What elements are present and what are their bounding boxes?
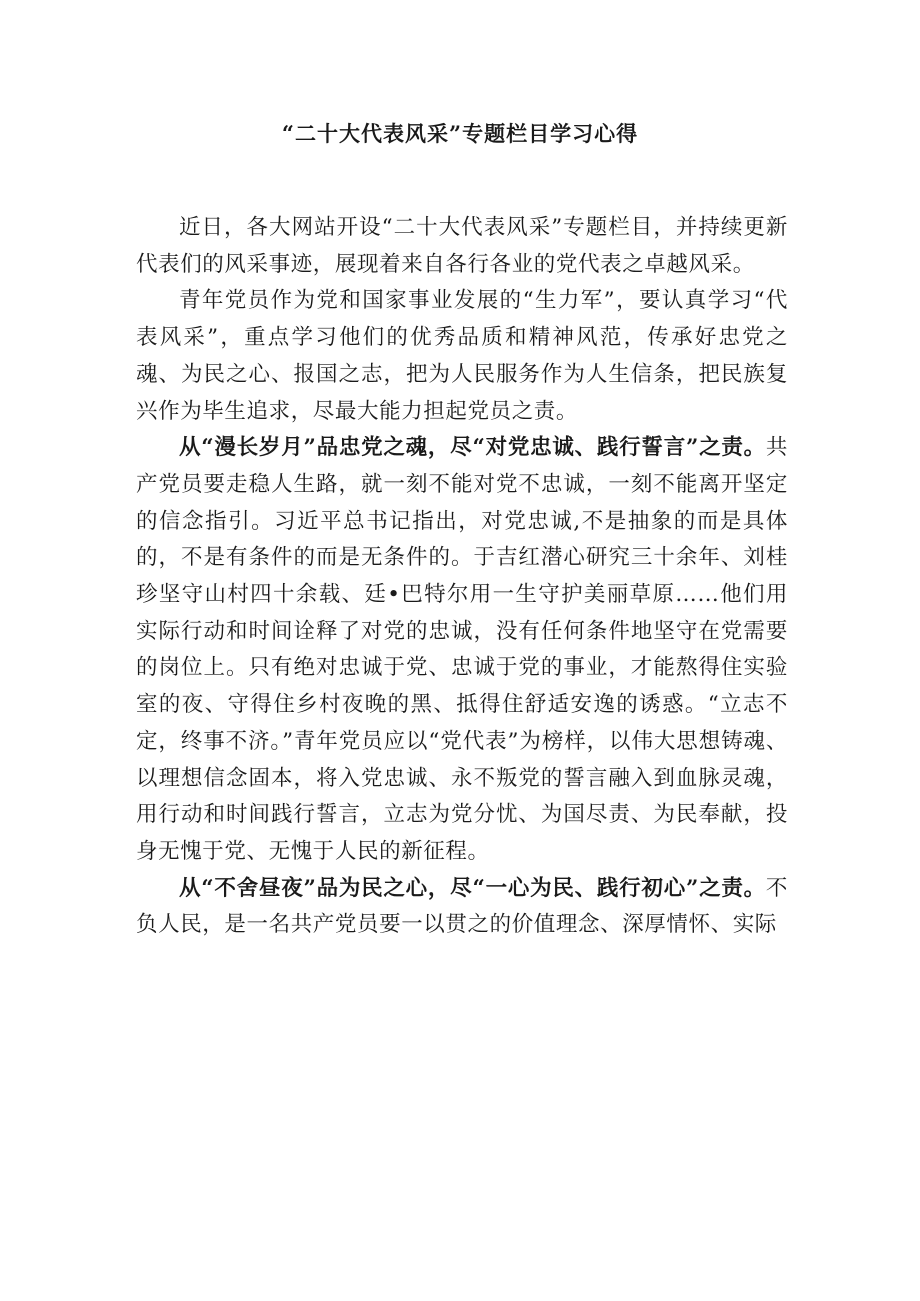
paragraph-3-lead: 从“漫长岁月”品忠党之魂，尽“对党忠诚、践行誓言”之责。 <box>179 435 766 461</box>
paragraph-2-text: 青年党员作为党和国家事业发展的“生力军”，要认真学习“代表风采”，重点学习他们的优秀品质和精神风范，传承好忠党之魂、为民之心、报国之志，把为人民服务作为人生信条，把民族复兴作为毕生追求，尽最大能力担起党员之责。 <box>136 288 788 424</box>
document-title: “二十大代表风采”专题栏目学习心得 <box>281 121 639 146</box>
paragraph-4-text: 不负人民，是一名共产党员要一以贯之的价值理念、深厚情怀、实际 <box>136 875 788 938</box>
paragraph-4-lead: 从“不舍昼夜”品为民之心，尽“一心为民、践行初心”之责。 <box>179 875 766 901</box>
paragraph-1-text: 近日，各大网站开设“二十大代表风采”专题栏目，并持续更新代表们的风采事迹，展现着来自各行各业的党代表之卓越风采。 <box>136 215 788 277</box>
document-body <box>136 210 788 944</box>
paragraph-4 <box>136 871 788 944</box>
paragraph-2 <box>136 283 788 430</box>
paragraph-3 <box>136 430 788 870</box>
paragraph-1 <box>136 210 788 283</box>
paragraph-3-text: 共产党员要走稳人生路，就一刻不能对党不忠诚，一刻不能离开坚定的信念指引。习近平总书记指出，对党忠诚,不是抽象的而是具体的，不是有条件的而是无条件的。于吉红潜心研究三十余年、刘桂珍坚守山村四十余载、廷•巴特尔用一生守护美丽草原……他们用实际行动和时间诠释了对党的忠诚，没有任何条件地坚守在党需要的岗位上。只有绝对忠诚于党、忠诚于党的事业，才能熬得住实验室的夜、守得住乡村夜晚的黑、抵得住舒适安逸的诱惑。“立志不定，终事不济。”青年党员应以“党代表”为榜样，以伟大思想铸魂、以理想信念固本，将入党忠诚、永不叛党的誓言融入到血脉灵魂，用行动和时间践行誓言，立志为党分忧、为国尽责、为民奉献，投身无愧于党、无愧于人民的新征程。 <box>136 435 788 864</box>
